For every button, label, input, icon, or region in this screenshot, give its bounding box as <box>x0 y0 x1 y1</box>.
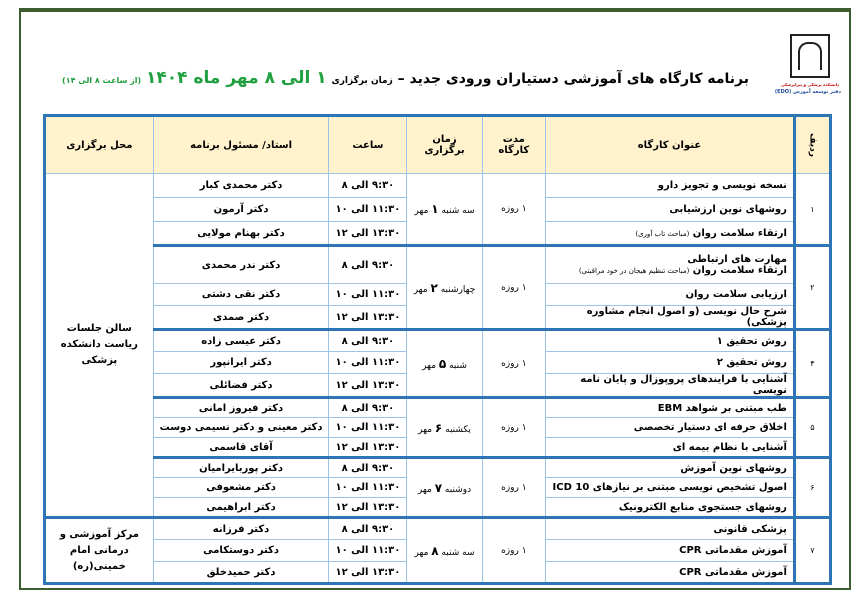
date-month: مهر <box>414 547 429 558</box>
header-date: زمان برگزاری <box>407 116 482 174</box>
workshop-title <box>546 246 795 284</box>
title-main: برنامه کارگاه های آموزشی دستیاران ورودی جدید <box>409 71 749 87</box>
workshop-date <box>407 330 482 398</box>
date-daynum: ۱ <box>431 202 439 216</box>
workshop-title <box>546 478 795 498</box>
instructor: دکتر صمدی <box>153 306 329 330</box>
workshop-title-text: آموزش مقدماتی CPR <box>679 545 787 556</box>
date-day: دوشنبه <box>444 484 472 495</box>
session-time: ۱۱:۳۰ الی ۱۰ <box>329 540 407 562</box>
instructor: دکتر ایرانپور <box>153 352 329 374</box>
workshop-date <box>407 458 482 518</box>
date-daynum: ۷ <box>434 480 443 495</box>
instructor: دکتر معینی و دکتر نسیمی دوست <box>153 418 329 438</box>
table-header-row <box>45 116 831 174</box>
workshop-title-text: اصول تشخیص نویسی مبتنی بر نیازهای ICD 10 <box>552 482 787 493</box>
workshop-duration: ۱ روزه <box>482 458 545 518</box>
date-day: سه شنبه <box>441 206 475 216</box>
title-separator: – <box>392 71 410 87</box>
date-daynum: ۶ <box>434 420 443 435</box>
workshop-title <box>546 418 795 438</box>
document-frame <box>19 8 851 590</box>
workshop-title-text: روشهای نوین ارزشیابی <box>669 204 787 215</box>
university-logo <box>774 34 841 114</box>
logo-book-icon <box>790 34 830 78</box>
workshop-title-text: ارتقاء سلامت روان <box>692 227 787 239</box>
workshop-title-text: روشهای نوین آموزش <box>680 462 787 474</box>
workshop-title <box>546 174 795 198</box>
session-time: ۹:۳۰ الی ۸ <box>329 330 407 352</box>
session-time: ۱۳:۳۰ الی ۱۲ <box>329 562 407 584</box>
workshop-date <box>407 246 482 330</box>
title-dates: ۱ الی ۸ مهر ماه ۱۴۰۴ <box>146 68 327 88</box>
date-daynum: ۵ <box>438 356 447 371</box>
table-row <box>45 518 831 540</box>
workshop-title-note: (مباحث تنظیم هیجان در خود مراقبتی) <box>578 267 690 275</box>
workshop-title-text: نسخه نویسی و تجویز دارو <box>657 180 787 191</box>
header-venue: محل برگزاری <box>45 116 154 174</box>
session-time: ۱۳:۳۰ الی ۱۲ <box>329 306 407 330</box>
workshop-title <box>546 438 795 458</box>
session-time: ۹:۳۰ الی ۸ <box>329 518 407 540</box>
session-time: ۱۳:۳۰ الی ۱۲ <box>329 222 407 246</box>
date-daynum: ۲ <box>430 280 438 295</box>
instructor: دکتر آرمون <box>153 198 329 222</box>
workshop-date <box>407 518 482 584</box>
date-day: چهارشنبه <box>440 284 476 295</box>
workshop-title-text: روش تحقیق ۲ <box>716 357 787 368</box>
session-time: ۱۱:۳۰ الی ۱۰ <box>329 418 407 438</box>
workshop-title-text: اخلاق حرفه ای دستیار تخصصی <box>633 422 787 433</box>
session-time: ۱۱:۳۰ الی ۱۰ <box>329 478 407 498</box>
date-month: مهر <box>422 360 437 371</box>
workshop-title-text: طب مبتنی بر شواهد EBM <box>657 402 787 414</box>
workshop-title <box>546 458 795 478</box>
table-row <box>45 458 831 478</box>
schedule-table <box>43 114 832 585</box>
instructor: آقای قاسمی <box>153 438 329 458</box>
instructor: دکتر پوربایرامیان <box>153 458 329 478</box>
row-number: ۴ <box>794 330 830 398</box>
date-day: یکشنبه <box>445 424 471 435</box>
venue: مرکز آموزشی و درمانی امام خمینی(ره) <box>45 518 154 584</box>
session-time: ۱۱:۳۰ الی ۱۰ <box>329 198 407 222</box>
workshop-title <box>546 518 795 540</box>
date-day: سه شنبه <box>441 547 475 558</box>
session-time: ۱۳:۳۰ الی ۱۲ <box>329 438 407 458</box>
session-time: ۱۳:۳۰ الی ۱۲ <box>329 374 407 398</box>
date-month: مهر <box>418 424 433 435</box>
instructor: دکتر ابراهیمی <box>153 498 329 518</box>
workshop-title-text: روشهای جستجوی منابع الکترونیک <box>618 501 787 513</box>
workshop-title <box>546 540 795 562</box>
header-row-number: ردیف <box>794 116 830 174</box>
workshop-title-note: (مباحث تاب آوری) <box>635 229 690 238</box>
row-number: ۶ <box>794 458 830 518</box>
workshop-date <box>407 174 482 246</box>
date-month: مهر <box>417 484 432 495</box>
session-time: ۹:۳۰ الی ۸ <box>329 246 407 284</box>
table-row <box>45 398 831 418</box>
logo-faculty-text: دانشکده پزشکی و پیراپزشکی <box>780 82 840 87</box>
date-day: شنبه <box>449 360 467 371</box>
workshop-title <box>546 222 795 246</box>
row-number: ۲ <box>794 246 830 330</box>
instructor: دکتر دوستکامی <box>153 540 329 562</box>
workshop-title-text: ارزیابی سلامت روان <box>685 289 787 300</box>
table-row <box>45 174 831 198</box>
workshop-title-text-2: ارتقاء سلامت روان <box>692 265 787 276</box>
workshop-title <box>546 562 795 584</box>
header-instructor: استاد/ مسئول برنامه <box>153 116 329 174</box>
header-time: ساعت <box>329 116 407 174</box>
logo-edo-text: دفتر توسعه آموزش (EDO) <box>774 89 841 95</box>
header-title: عنوان کارگاه <box>546 116 795 174</box>
workshop-duration: ۱ روزه <box>482 330 545 398</box>
workshop-title-text: مهارت های ارتباطی <box>687 254 787 265</box>
table-row <box>45 246 831 284</box>
workshop-title-text: آشنایی با نظام بیمه ای <box>672 441 787 453</box>
instructor: دکتر بهنام مولایی <box>153 222 329 246</box>
header-duration: مدت کارگاه <box>482 116 545 174</box>
venue: سالن جلسات ریاست دانشکده پزشکی <box>45 174 154 518</box>
title-time-label: زمان برگزاری <box>331 76 393 86</box>
instructor: دکتر نقی دشتی <box>153 284 329 306</box>
page-title <box>62 68 749 88</box>
workshop-title-text: آموزش مقدماتی CPR <box>679 566 787 578</box>
row-number: ۷ <box>794 518 830 584</box>
instructor: دکتر فضائلی <box>153 374 329 398</box>
workshop-duration: ۱ روزه <box>482 246 545 330</box>
workshop-title <box>546 498 795 518</box>
workshop-title <box>546 284 795 306</box>
workshop-title <box>546 374 795 398</box>
document-header <box>21 12 849 112</box>
date-month: مهر <box>413 284 428 295</box>
workshop-title-text: پزشکی قانونی <box>713 523 787 535</box>
workshop-title <box>546 398 795 418</box>
instructor: دکتر محمدی کبار <box>153 174 329 198</box>
session-time: ۹:۳۰ الی ۸ <box>329 398 407 418</box>
instructor: دکتر عیسی زاده <box>153 330 329 352</box>
session-time: ۱۱:۳۰ الی ۱۰ <box>329 352 407 374</box>
workshop-duration: ۱ روزه <box>482 398 545 458</box>
date-daynum: ۸ <box>431 543 439 558</box>
instructor: دکتر فیروز امانی <box>153 398 329 418</box>
workshop-duration: ۱ روزه <box>482 174 545 246</box>
workshop-title <box>546 330 795 352</box>
workshop-title-text: روش تحقیق ۱ <box>716 335 787 347</box>
workshop-title <box>546 306 795 330</box>
session-time: ۹:۳۰ الی ۸ <box>329 458 407 478</box>
workshop-title <box>546 352 795 374</box>
session-time: ۱۱:۳۰ الی ۱۰ <box>329 284 407 306</box>
row-number: ۵ <box>794 398 830 458</box>
session-time: ۱۳:۳۰ الی ۱۲ <box>329 498 407 518</box>
row-number: ۱ <box>794 174 830 246</box>
instructor: دکتر فرزانه <box>153 518 329 540</box>
workshop-title-text: آشنایی با فرایندهای پروپوزال و پایان نامه نویسی <box>580 374 787 396</box>
workshop-title <box>546 198 795 222</box>
workshop-date <box>407 398 482 458</box>
instructor: دکتر مشعوفی <box>153 478 329 498</box>
workshop-title-text: شرح حال نویسی (و اصول انجام مشاوره پزشکی) <box>586 306 787 328</box>
title-hours: (از ساعت ۸ الی ۱۴) <box>62 76 142 85</box>
instructor: دکتر حمیدخلق <box>153 562 329 584</box>
session-time: ۹:۳۰ الی ۸ <box>329 174 407 198</box>
date-month: مهر <box>414 206 429 216</box>
instructor: دکتر ندر محمدی <box>153 246 329 284</box>
workshop-duration: ۱ روزه <box>482 518 545 584</box>
table-row <box>45 330 831 352</box>
